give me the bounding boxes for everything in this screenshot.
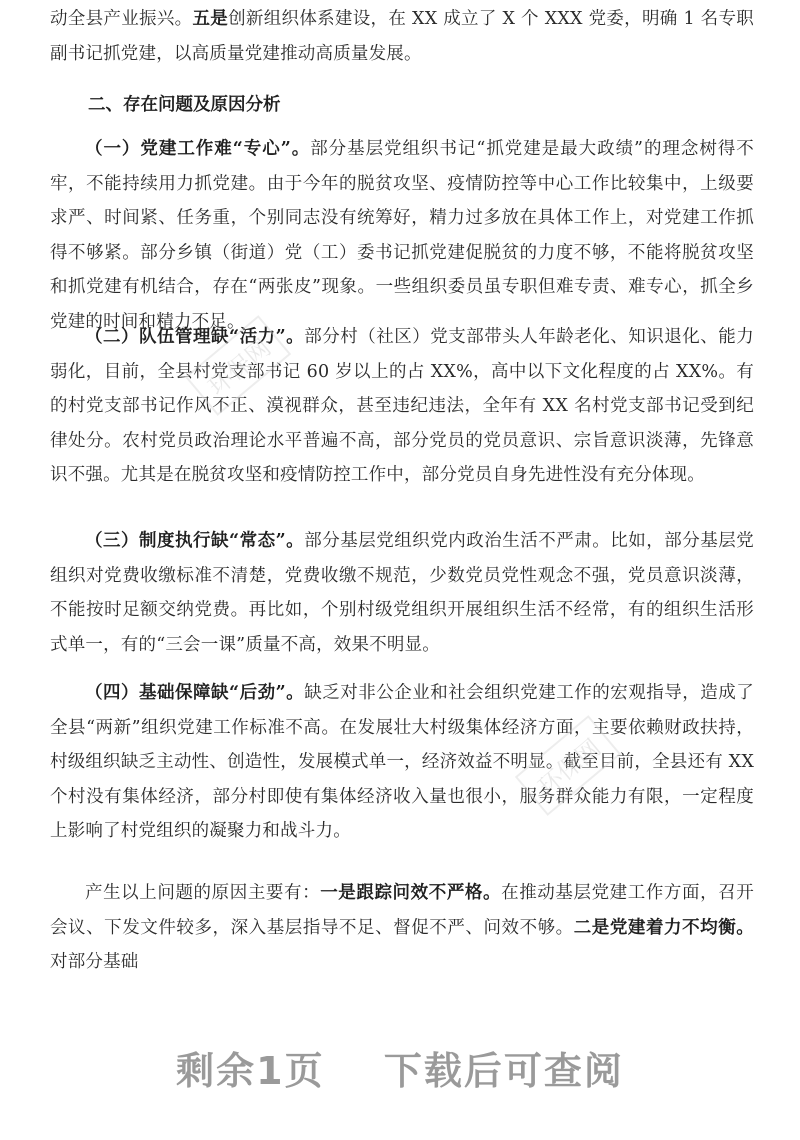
issue-label-3: （三）制度执行缺“常态”。 [85, 531, 305, 551]
watermark-stamp: 环保网 [185, 315, 291, 416]
cause-2-bold: 二是党建着力不均衡。 [573, 917, 754, 938]
issue-label-4: （四）基础保障缺“后劲”。 [85, 683, 305, 703]
causes-paragraph [50, 876, 754, 980]
cause-1-text: 在推动基层党建工作方面，召开会议、下发文件较多，深入基层指导不足、督促不严、问效不够。 [50, 883, 754, 938]
intro-text-2: 创新组织体系建设，在 XX 成立了 X 个 XXX 党委，明确 1 名专职副书记抓党建，以高质量党建推动高质量发展。 [50, 9, 754, 64]
issue-text-3: 部分基层党组织党内政治生活不严肃。比如，部分基层党组织对党费收缴标准不清楚，党费收缴不规范，少数党员党性观念不强，党员意识淡薄，不能按时足额交纳党费。再比如，个别村级党组织开展组织生活不经常，有的组织生活形式单一，有的“三会一课”质量不高，效果不明显。 [50, 531, 755, 655]
intro-bold: 五是 [192, 9, 229, 29]
download-to-view-label[interactable]: 下载后可查阅 [383, 1049, 624, 1093]
intro-paragraph [50, 2, 754, 71]
issue-paragraph-2 [50, 320, 754, 493]
issue-label-2: （二）队伍管理缺“活力”。 [85, 327, 305, 347]
intro-text-1: 动全县产业振兴。 [50, 9, 193, 29]
issue-paragraph-1 [50, 132, 754, 340]
cause-2-text: 对部分基础 [50, 952, 139, 973]
download-banner[interactable] [0, 1040, 800, 1095]
remaining-pages-label: 剩余1页 [176, 1049, 325, 1093]
cause-1-bold: 一是跟踪问效不严格。 [320, 883, 502, 903]
issue-label-1: （一）党建工作难“专心”。 [85, 139, 311, 159]
section-title: 二、存在问题及原因分析 [88, 95, 281, 115]
issue-text-2: 部分村（社区）党支部带头人年龄老化、知识退化、能力弱化，目前，全县村党支部书记 60 岁以上的占 XX%，高中以下文化程度的占 XX%。有的村党支部书记作风不正、漠视群众，甚至违纪违法，全年有 XX 名村党支部书记受到纪律处分。农村党员政治理论水平普遍不高，部分党员的党员意识、宗旨意识淡薄，先锋意识不强。尤其是在脱贫攻坚和疫情防控工作中，部分党员自身先进性没有充分体现。 [50, 327, 755, 486]
issue-text-1: 部分基层党组织书记“抓党建是最大政绩”的理念树得不牢，不能持续用力抓党建。由于今年的脱贫攻坚、疫情防控等中心工作比较集中，上级要求严、时间紧、任务重，个别同志没有统筹好，精力过多放在具体工作上，对党建工作抓得不够紧。部分乡镇（街道）党（工）委书记抓党建促脱贫的力度不够，不能将脱贫攻坚和抓党建有机结合，存在“两张皮”现象。一些组织委员虽专职但难专责、难专心，抓全乡党建的时间和精力不足。 [50, 139, 754, 332]
causes-lead: 产生以上问题的原因主要有： [85, 883, 321, 903]
watermark-stamp: 环保网 [515, 715, 621, 816]
issue-text-4: 缺乏对非公企业和社会组织党建工作的宏观指导，造成了全县“两新”组织党建工作标准不高。在发展壮大村级集体经济方面，主要依赖财政扶持，村级组织缺乏主动性、创造性，发展模式单一，经济效益不明显。截至目前，全县还有 XX 个村没有集体经济，部分村即使有集体经济收入量也很小，服务群众能力有限，一定程度上影响了村党组织的凝聚力和战斗力。 [50, 683, 755, 842]
issue-paragraph-4 [50, 676, 754, 849]
issue-paragraph-3 [50, 524, 754, 662]
